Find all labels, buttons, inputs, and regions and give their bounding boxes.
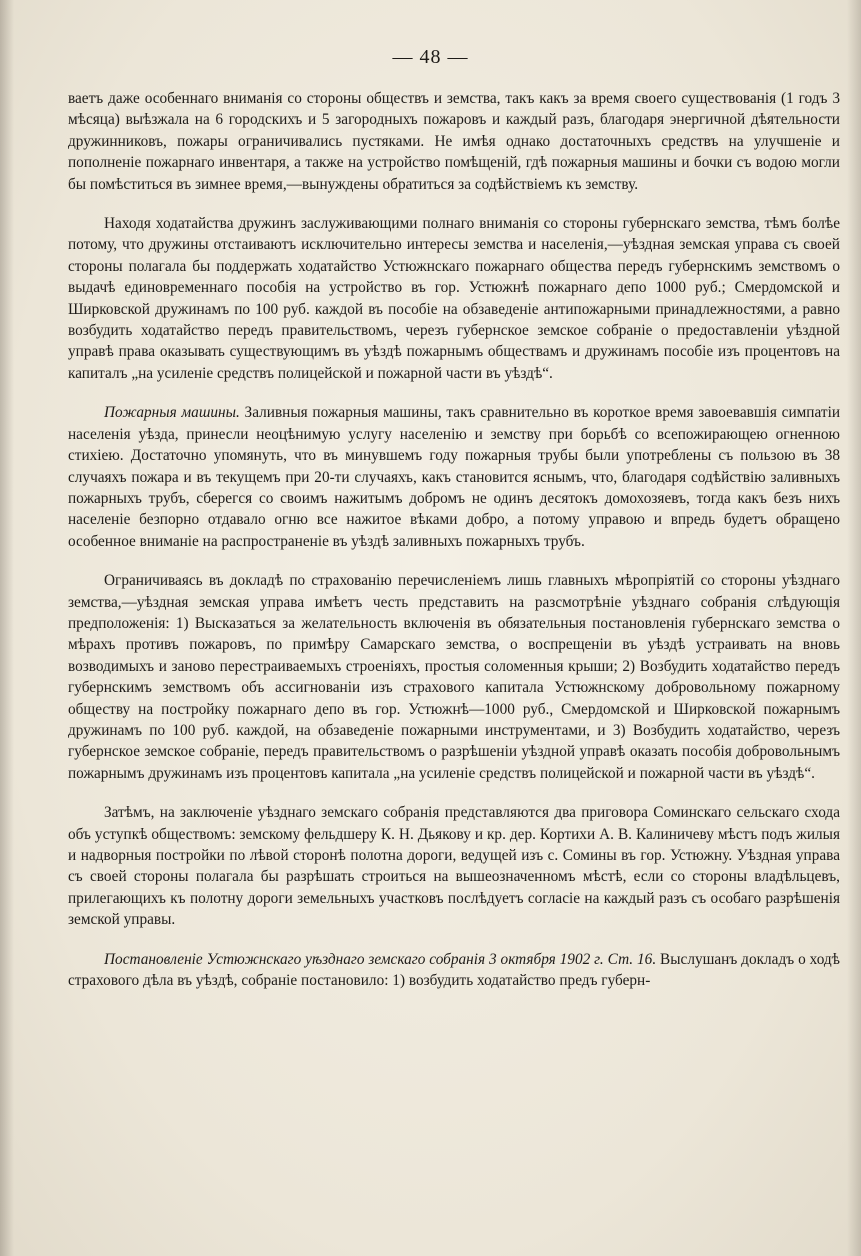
paragraph-3-text: Заливныя пожарныя машины, такъ сравнительно въ короткое время завоевавшія симпатіи населенія уѣзда, принесли неоцѣнимую услугу населенію и земству при борьбѣ со всепожирающею огненною стихіею. Достаточно упомянуть, что въ минувшемъ году пожарныя трубы были употреблены съ пользою въ 38 случаяхъ пожара и въ текущемъ при 20-ти случаяхъ, какъ становится яснымъ, что, благодаря содѣйствію заливныхъ пожарныхъ трубъ, сберегся со своимъ нажитымъ добромъ не одинъ десятокъ домохозяевъ, тогда какъ безъ нихъ населеніе безпорно отдавало огню все нажитое вѣками добро, а потому управою и впредь будетъ обращено особенное вниманіе на распространеніе въ уѣздѣ заливныхъ пожарныхъ трубъ. <box>68 404 841 550</box>
paragraph-1-text: ваетъ даже особеннаго вниманія со стороны обществъ и земства, такъ какъ за время своего существованія (1 годъ 3 мѣсяца) выѣзжала на 6 городскихъ и 5 загородныхъ пожаровъ и каждый разъ, благодаря энергичной дѣятельности дружинниковъ, пожары ограничивались пустяками. Не имѣя однако достаточныхъ средствъ на улучшеніе и пополненіе пожарнаго инвентаря, а также на устройство помѣщеній, гдѣ пожарныя машины и бочки съ водою могли бы помѣститься въ зимнее время,—вынуждены обратиться за содѣйствіемъ къ земству. <box>68 90 840 193</box>
paragraph-6-heading: Постановленіе Устюжнскаго уѣзднаго земскаго собранія 3 октября 1902 г. Ст. 16. <box>104 950 657 968</box>
paragraph-2 <box>68 213 840 384</box>
page-edge-shadow-right <box>847 0 861 1256</box>
paragraph-4 <box>68 570 840 784</box>
paragraph-2-text: Находя ходатайства дружинъ заслуживающими полнаго вниманія со стороны губернскаго земства, тѣмъ болѣе потому, что дружины отстаиваютъ исключительно интересы земства и населенія,—уѣздная земская управа съ своей стороны полагала бы поддержать ходатайство Устюжнскаго пожарнаго общества передъ губернскимъ земствомъ о выдачѣ единовременнаго пособія на устройство въ гор. Устюжнѣ пожарнаго депо 1000 руб.; Смердомской и Ширковской дружинамъ по 100 руб. каждой въ пособіе на обзаведеніе антипожарными принадлежностями, а равно возбудить ходатайство передъ правительствомъ, черезъ губернское земское собраніе о предоставленіи уѣздной управѣ права оказывать существующимъ въ уѣздѣ пожарнымъ обществамъ и дружинамъ пособіе изъ процентовъ на капиталъ „на усиленіе средствъ полицейской и пожарной части въ уѣздѣ“. <box>68 215 840 382</box>
paragraph-5-text: Затѣмъ, на заключеніе уѣзднаго земскаго собранія представляются два приговора Соминскаго сельскаго схода объ уступкѣ обществомъ: земскому фельдшеру К. Н. Дьякову и кр. дер. Кортихи А. В. Калиничеву мѣстъ подъ жилыя и надворныя постройки по лѣвой сторонѣ полотна дороги, ведущей изъ с. Сомины въ гор. Устюжну. Уѣздная управа съ своей стороны полагала бы разрѣшать строиться на вышеозначенномъ мѣстѣ, если со стороны владѣльцевъ, прилегающихъ къ полотну дороги земельныхъ участковъ послѣдуетъ согласіе на каждый разъ съ особаго разрѣшенія земской управы. <box>68 804 840 929</box>
paragraph-5 <box>68 802 840 930</box>
paragraph-1 <box>68 88 840 195</box>
paragraph-3 <box>68 402 840 552</box>
paragraph-6 <box>68 949 840 992</box>
page-number: — 48 — <box>392 46 469 68</box>
page-edge-shadow-left <box>0 0 14 1256</box>
body-text <box>68 88 840 991</box>
paragraph-6-text: Выслушанъ докладъ о ходѣ страхового дѣла въ уѣздѣ, собраніе постановило: 1) возбудить ходатайство предъ губерн- <box>68 950 840 990</box>
paragraph-3-heading: Пожарныя машины. <box>104 404 240 422</box>
paragraph-4-text: Ограничиваясь въ докладѣ по страхованію перечисленіемъ лишь главныхъ мѣропріятій со стороны уѣзднаго земства,—уѣздная земская управа имѣетъ честь представить на разсмотрѣніе уѣзднаго собранія слѣдующія предположенія: 1) Высказаться за желательность включенія въ обязательныя постановленія губернскаго земства о мѣрахъ противъ пожаровъ, по примѣру Самарскаго земства, о воспрещеніи въ уѣздѣ устраивать на вновь возводимыхъ и заново перестраиваемыхъ строеніяхъ, простыя соломенныя крыши; 2) Возбудить ходатайство передъ губернскимъ земствомъ объ ассигнованіи изъ страхового капитала Устюжнскому добровольному пожарному обществу на постройку пожарнаго депо въ гор. Устюжнѣ—1000 руб., Смердомской и Ширковской пожарнымъ дружинамъ по 100 руб. каждой, на обзаведеніе пожарными инструментами, и 3) Возбудить ходатайство, черезъ губернское земское собраніе, передъ правительствомъ о разрѣшеніи уѣздной управѣ оказать пособія добровольнымъ пожарнымъ дружинамъ изъ процентовъ капитала „на усиленіе средствъ полицейской и пожарной части въ уѣздѣ“. <box>68 572 840 782</box>
